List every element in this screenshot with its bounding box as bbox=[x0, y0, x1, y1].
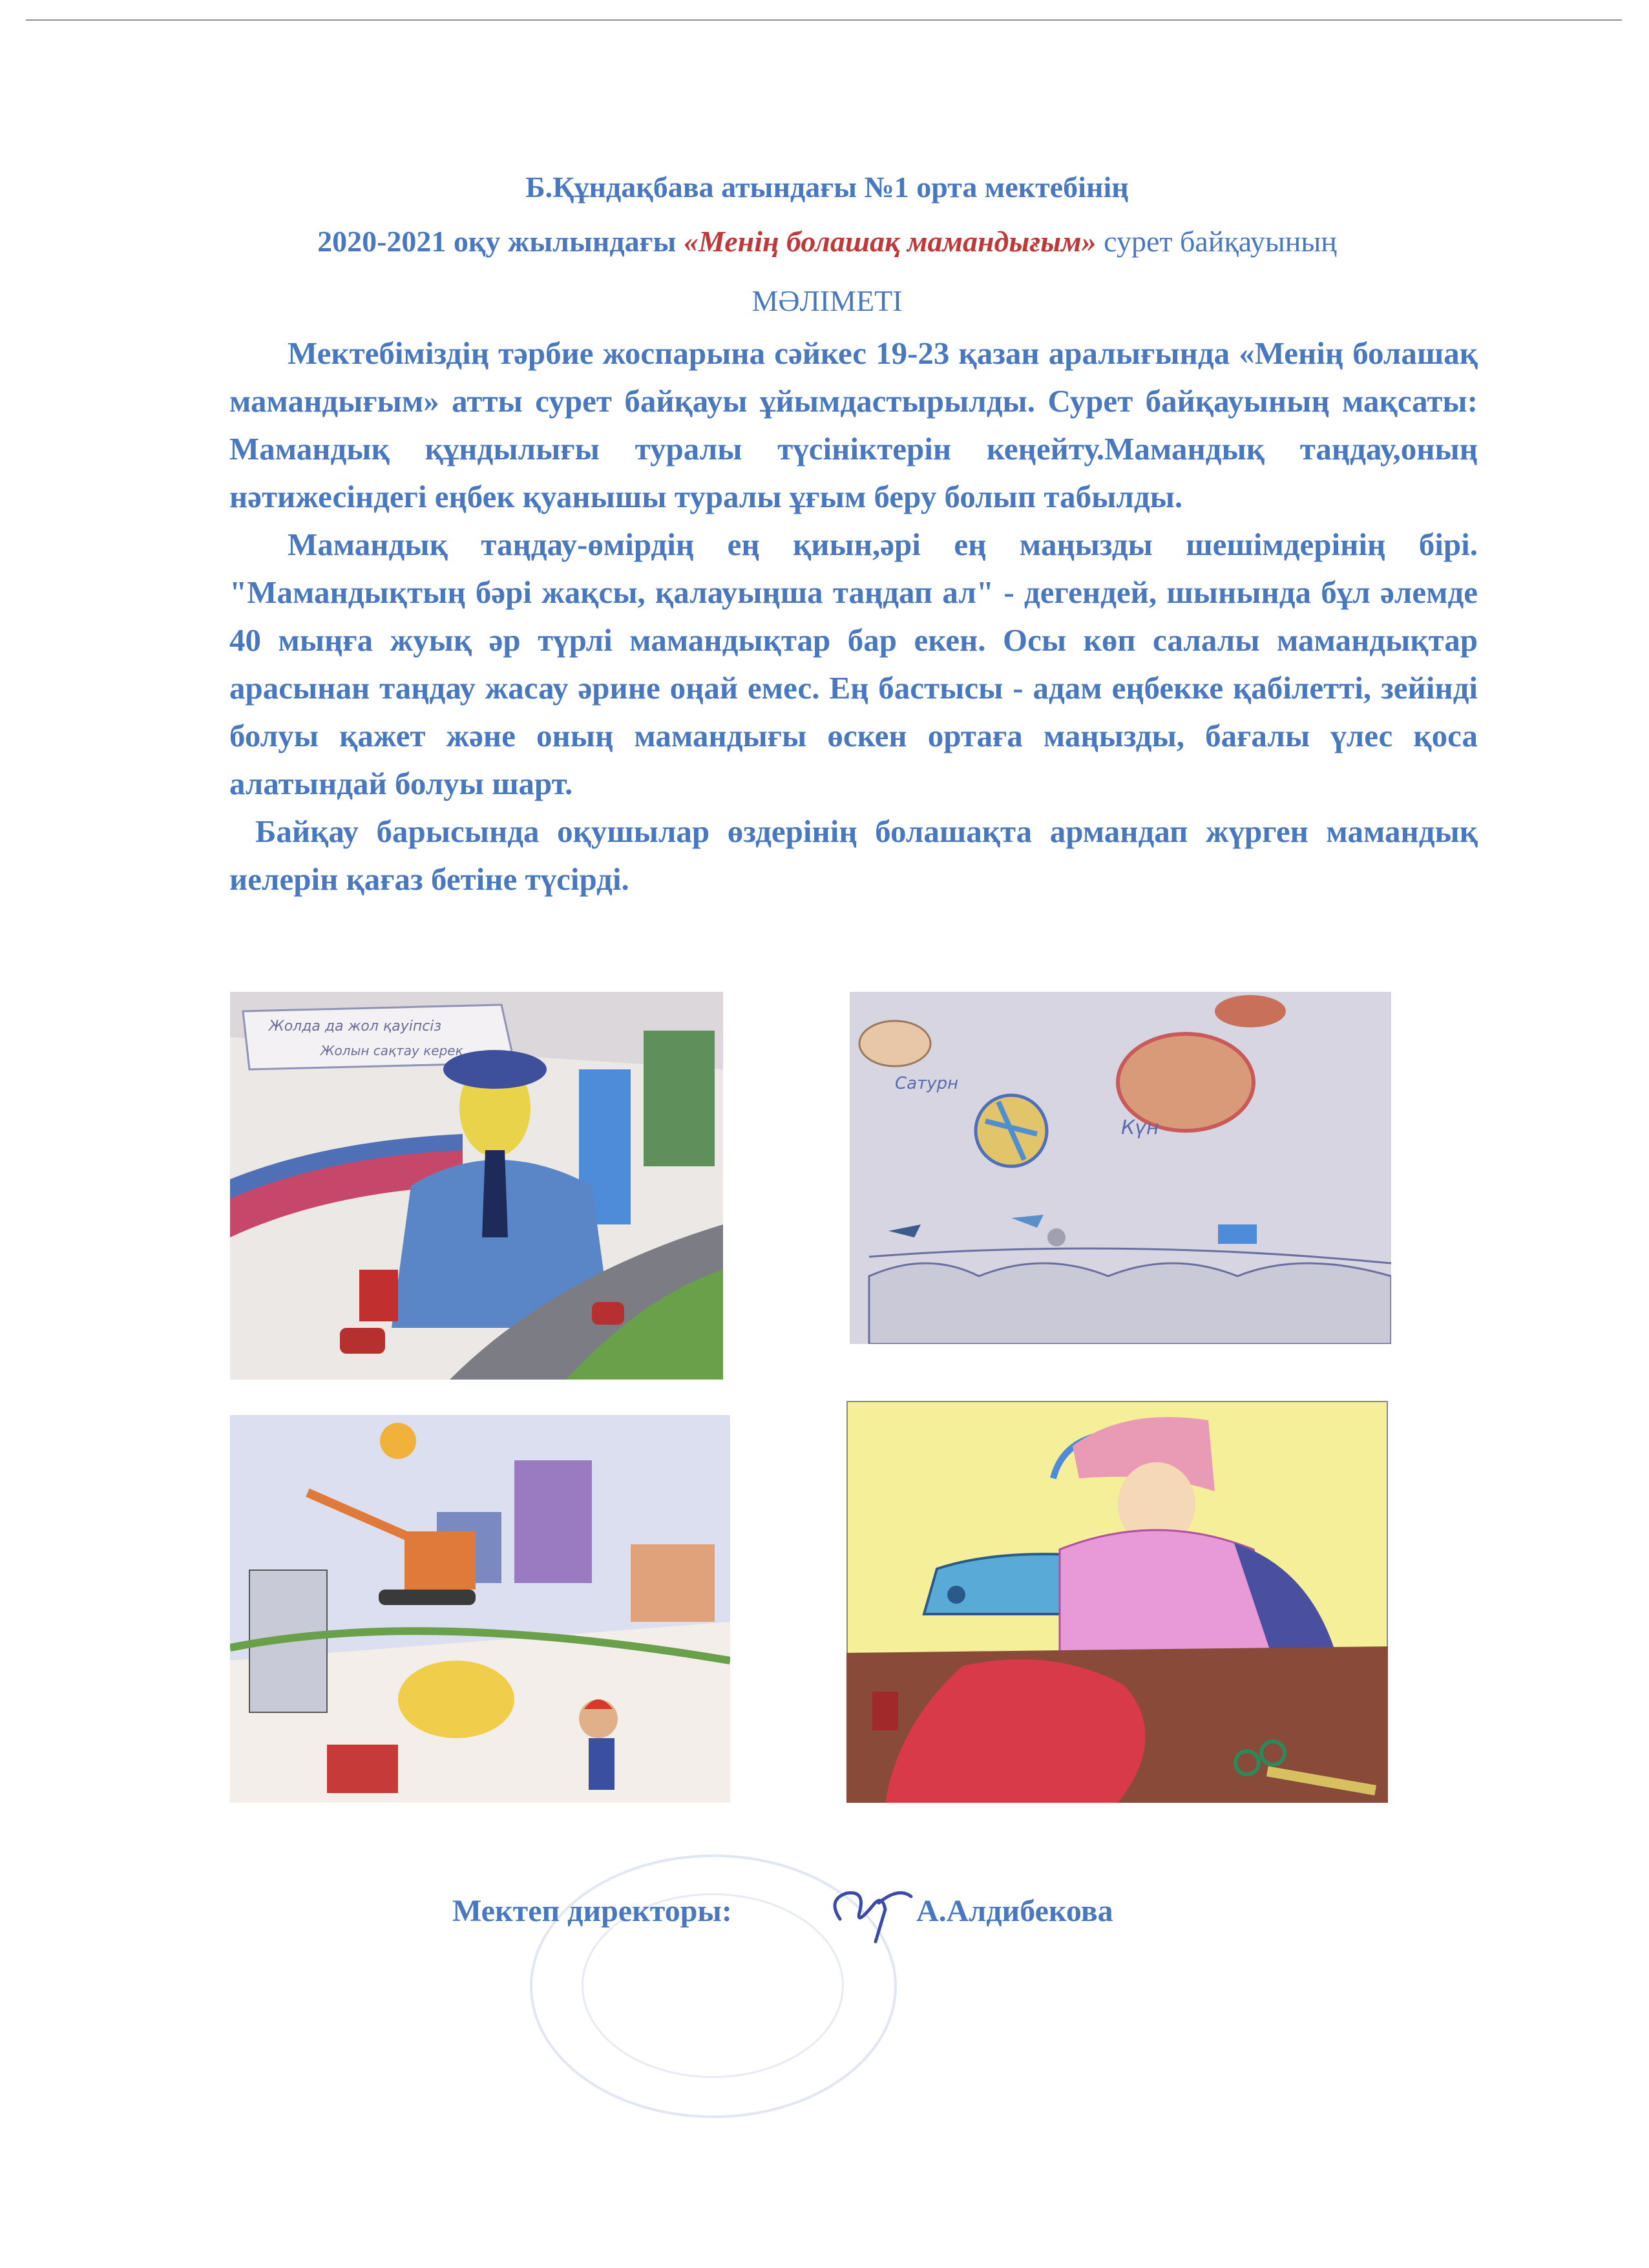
director-name: А.Алдибекова bbox=[916, 1894, 1113, 1928]
paragraph-1: Мектебіміздің тәрбие жоспарына сәйкес 19-23 қазан аралығында «Менің болашақ мамандығым» атты сурет байқауы ұйымдастырылды. Сурет байқауының мақсаты: Мамандық құндылығы туралы түсініктерін кеңейту.Мамандық таңдау,оның нәтижесіндегі еңбек қуанышы туралы ұғым беру болып табылды. bbox=[229, 335, 1478, 514]
drawing-space bbox=[850, 992, 1391, 1344]
contest-name: «Менің болашақ мамандығым» bbox=[683, 225, 1097, 258]
contest-type: сурет байқауының bbox=[1096, 225, 1337, 258]
document-body bbox=[229, 330, 1478, 903]
police-sign-line-1: Жолда да жол қауіпсіз bbox=[269, 1018, 442, 1034]
label-saturn: Сатурн bbox=[895, 1074, 959, 1093]
drawing-police-officer bbox=[230, 992, 723, 1380]
paragraph-2: Мамандық таңдау-өмірдің ең қиын,әрі ең маңызды шешімдерінің бірі. "Мамандықтың бәрі жақсы, қалауыңша таңдап ал" - дегендей, шынында бұл әлемде 40 мыңға жуық әр түрлі мамандықтар бар екен. Осы көп салалы мамандықтар арасынан таңдау жасау әрине оңай емес. Ең бастысы - адам еңбекке қабілетті, зейінді болуы қажет және оның мамандығы өскен ортаға маңызды, бағалы үлес қоса алатындай болуы шарт. bbox=[229, 527, 1478, 801]
school-title: Б.Құндақбава атындағы №1 орта мектебінің bbox=[525, 171, 1129, 204]
document-heading: МӘЛІМЕТІ bbox=[751, 284, 903, 317]
contest-title bbox=[207, 224, 1447, 260]
director-signature bbox=[821, 1874, 918, 1945]
scan-edge-line bbox=[26, 19, 1622, 21]
drawing-construction bbox=[230, 1415, 730, 1803]
police-sign-line-2: Жолын сақтау керек bbox=[320, 1043, 463, 1058]
contest-year: 2020-2021 оқу жылындағы bbox=[317, 225, 684, 258]
label-sun: Күн bbox=[1121, 1117, 1159, 1139]
paragraph-3: Байқау барысында оқушылар өздерінің болашақта армандап жүрген мамандық иелерін қағаз бетіне түсірді. bbox=[229, 814, 1478, 897]
director-label: Мектеп директоры: bbox=[452, 1894, 732, 1928]
drawing-seamstress bbox=[846, 1401, 1388, 1803]
